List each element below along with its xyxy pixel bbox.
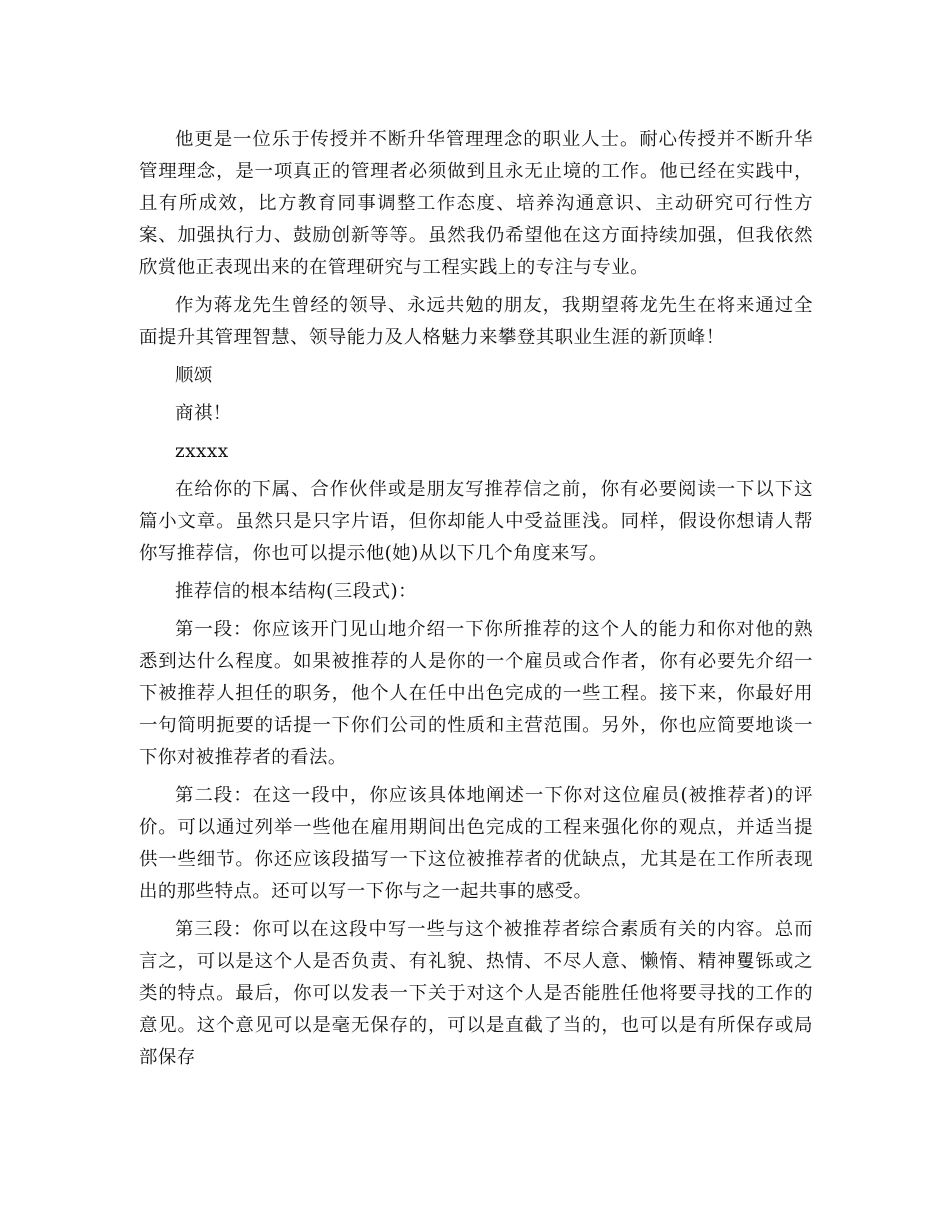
- paragraph-management-philosophy: 他更是一位乐于传授并不断升华管理理念的职业人士。耐心传授并不断升华管理理念，是一项真正的管理者必须做到且永无止境的工作。他已经在实践中，且有所成效，比方教育同事调整工作态度、培养沟通意识、主动研究可行性方案、加强执行力、鼓励创新等等。虽然我仍希望他在这方面持续加强，但我依然欣赏他正表现出来的在管理研究与工程实践上的专注与专业。: [139, 129, 813, 278]
- salutation-shangqi: 商祺！: [175, 403, 232, 424]
- section-heading-structure: 推荐信的根本结构(三段式)：: [175, 581, 418, 602]
- paragraph-closing-wish: 作为蒋龙先生曾经的领导、永远共勉的朋友，我期望蒋龙先生在将来通过全面提升其管理智慧、领导能力及人格魅力来攀登其职业生涯的新顶峰！: [139, 295, 813, 348]
- signature: zxxxx: [175, 441, 229, 462]
- paragraph-third-section: 第三段：你可以在这段中写一些与这个被推荐者综合素质有关的内容。总而言之，可以是这个人是否负责、有礼貌、热情、不尽人意、懒惰、精神矍铄或之类的特点。最后，你可以发表一下关于对这个人是否能胜任他将要寻找的工作的意见。这个意见可以是毫无保存的，可以是直截了当的，也可以是有所保存或局部保存: [139, 919, 813, 1068]
- paragraph-first-section: 第一段：你应该开门见山地介绍一下你所推荐的这个人的能力和你对他的熟悉到达什么程度。如果被推荐的人是你的一个雇员或合作者，你有必要先介绍一下被推荐人担任的职务，他个人在任中出色完成的一些工程。接下来，你最好用一句简明扼要的话提一下你们公司的性质和主营范围。另外，你也应简要地谈一下你对被推荐者的看法。: [139, 619, 813, 768]
- paragraph-second-section: 第二段：在这一段中，你应该具体地阐述一下你对这位雇员(被推荐者)的评价。可以通过列举一些他在雇用期间出色完成的工程来强化你的观点，并适当提供一些细节。你还应该段描写一下这位被推荐者的优缺点，尤其是在工作所表现出的那些特点。还可以写一下你与之一起共事的感受。: [139, 785, 813, 902]
- paragraph-intro-guide: 在给你的下属、合作伙伴或是朋友写推荐信之前，你有必要阅读一下以下这篇小文章。虽然只是只字片语，但你却能人中受益匪浅。同样，假设你想请人帮你写推荐信，你也可以提示他(她)从以下几个角度来写。: [139, 479, 813, 564]
- document-body: [139, 124, 813, 1080]
- salutation-shunsong: 顺颂: [175, 365, 213, 386]
